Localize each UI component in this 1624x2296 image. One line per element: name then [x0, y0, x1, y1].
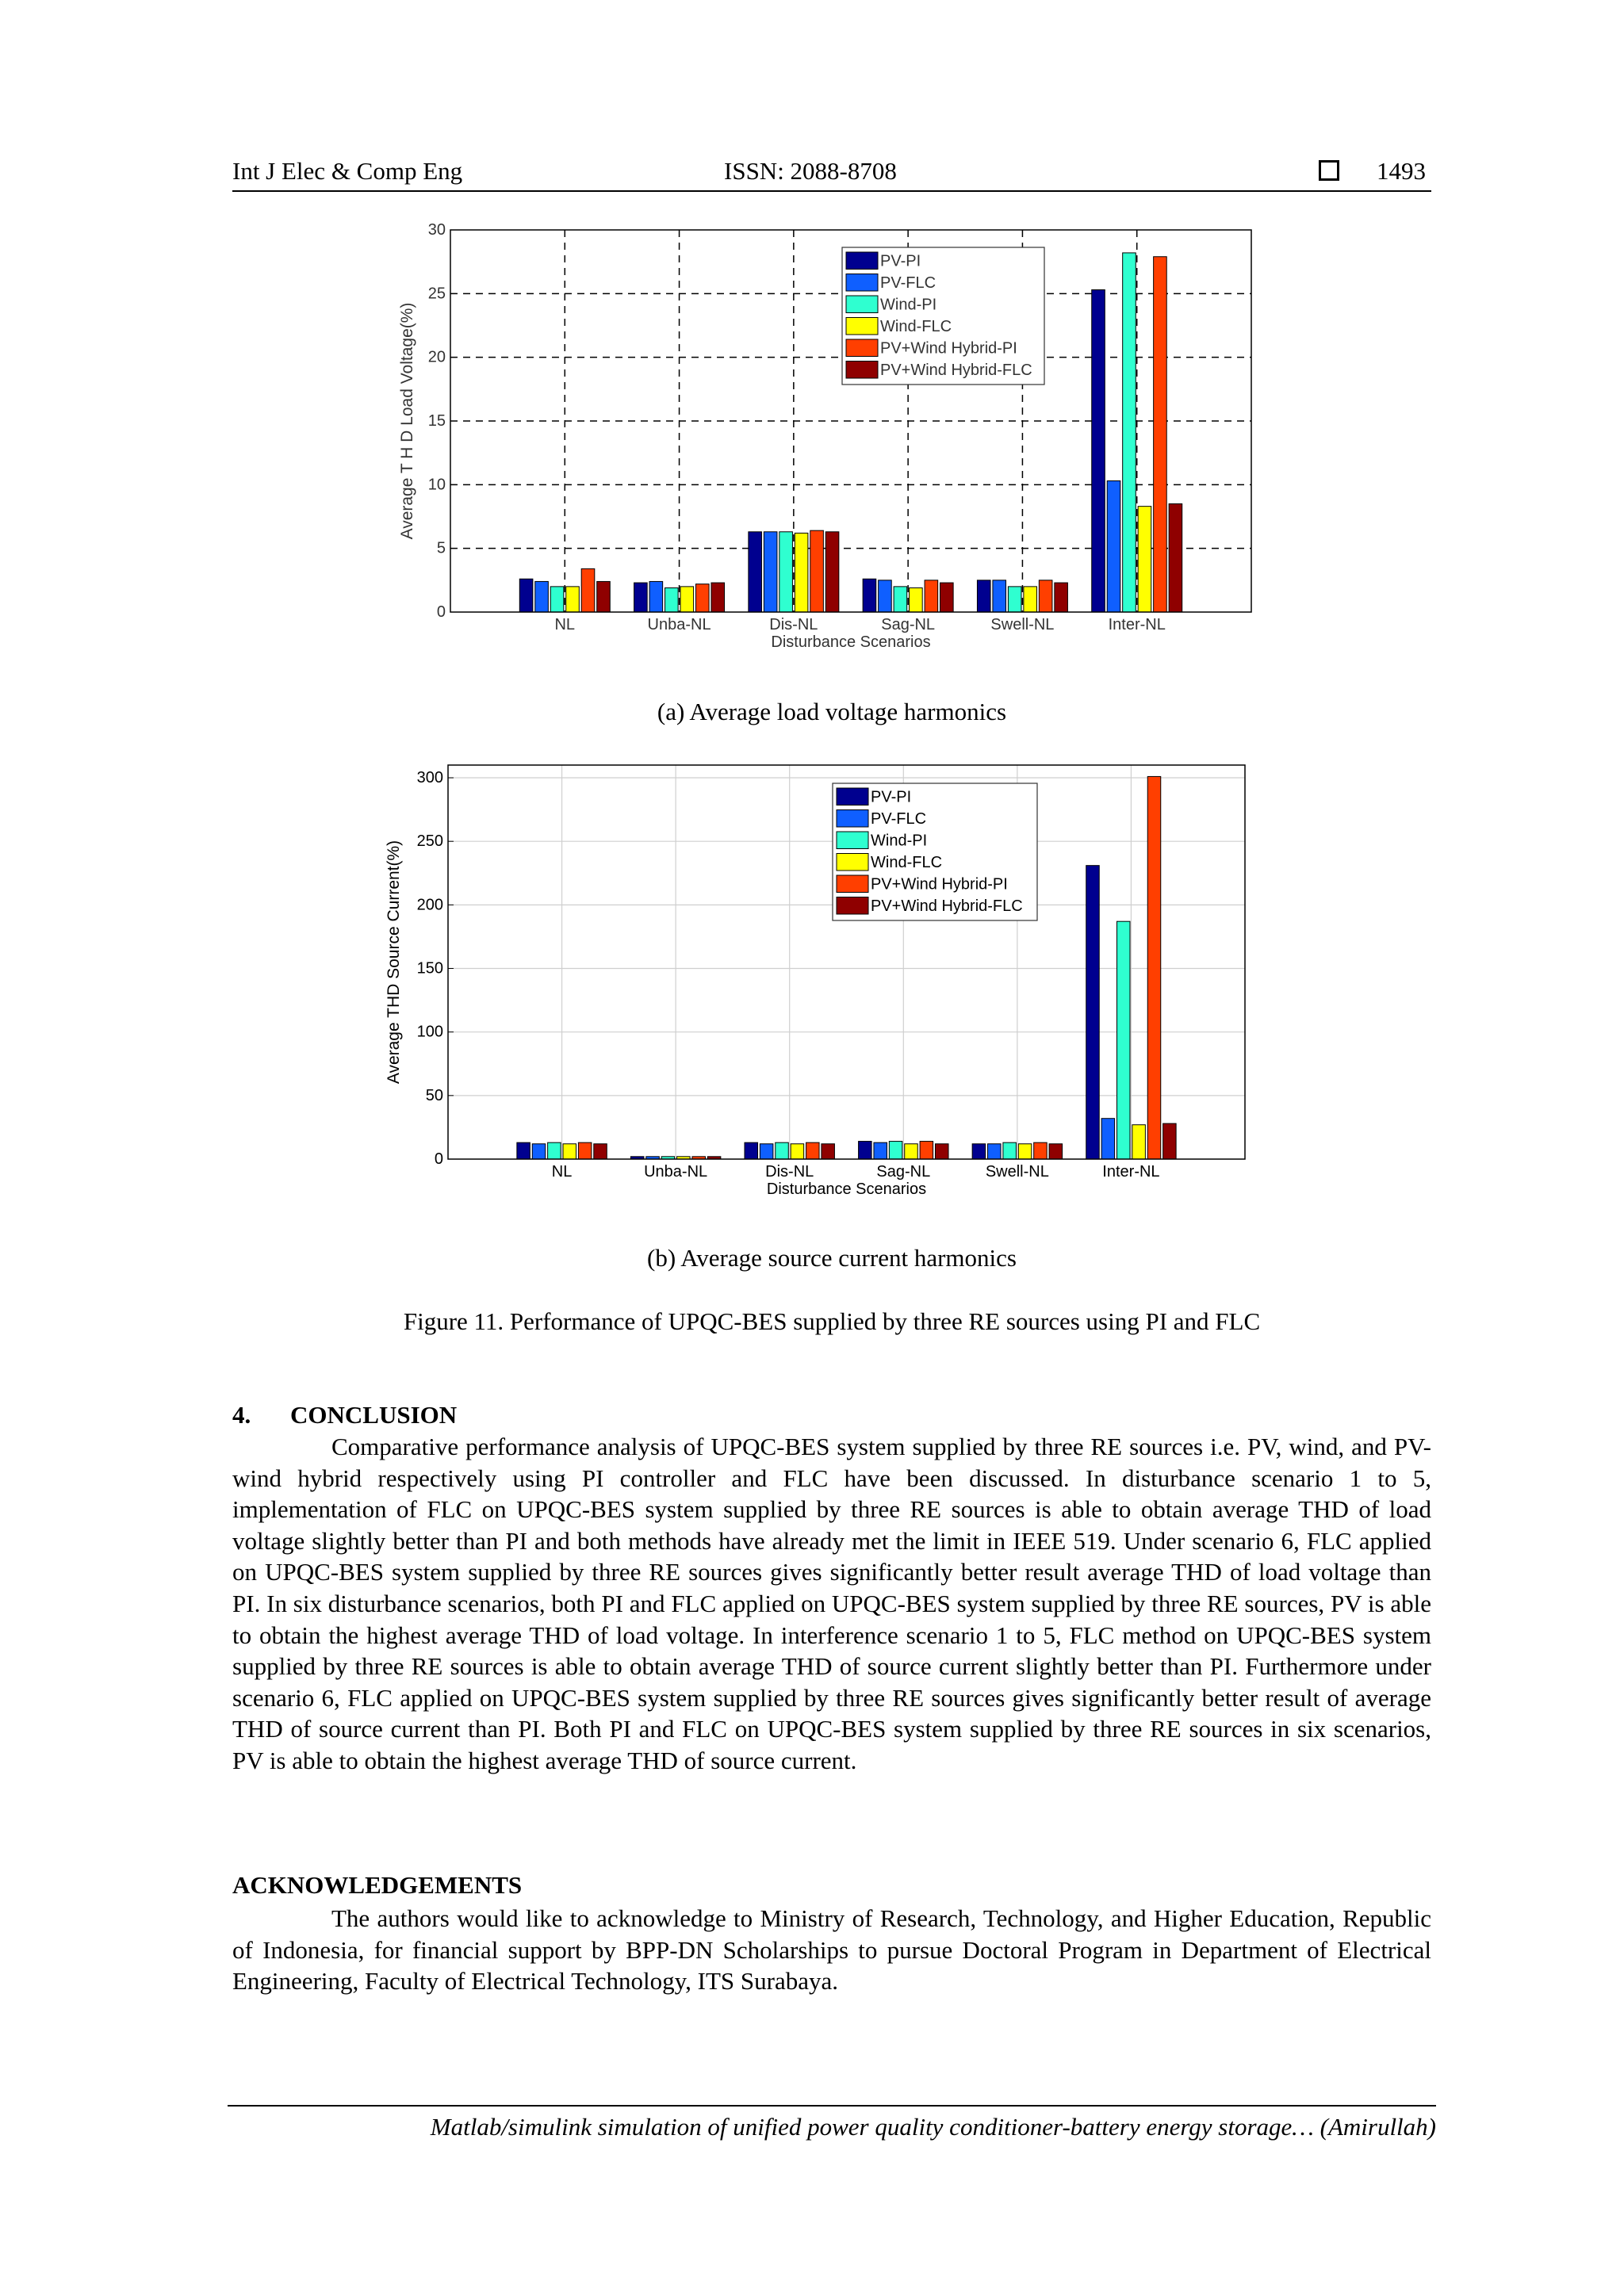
y-tick-label: 25 — [427, 285, 446, 303]
legend-label: PV+Wind Hybrid-FLC — [871, 897, 1023, 915]
bar — [764, 532, 777, 612]
bar — [550, 587, 564, 612]
legend-label: Wind-PI — [880, 296, 937, 314]
bar — [1147, 776, 1161, 1159]
chart-source-current-thd — [385, 753, 1261, 1205]
bar — [1116, 921, 1130, 1159]
bar — [1169, 503, 1182, 612]
legend-label: PV-FLC — [871, 810, 927, 828]
bar — [910, 587, 923, 612]
legend-label: Wind-PI — [871, 832, 928, 850]
bar — [680, 587, 694, 612]
bar — [1154, 257, 1167, 612]
y-tick-label: 10 — [427, 476, 446, 494]
bar — [581, 568, 595, 612]
bar — [760, 1144, 773, 1159]
legend-swatch — [837, 854, 868, 871]
y-axis-label: Average THD Source Current(%) — [385, 840, 403, 1085]
bar — [776, 1142, 789, 1159]
bar — [825, 532, 839, 612]
y-tick-label: 5 — [436, 539, 446, 557]
bar — [1138, 507, 1151, 612]
bar — [889, 1142, 902, 1159]
bar — [1024, 587, 1037, 612]
legend-swatch — [846, 339, 878, 357]
legend-label: Wind-FLC — [880, 318, 952, 335]
figure-caption: Figure 11. Performance of UPQC-BES supplied by three RE sources using PI and FLC — [403, 1307, 1261, 1335]
x-tick-label: NL — [554, 616, 576, 633]
x-axis-label: Disturbance Scenarios — [771, 633, 931, 651]
y-tick-label: 15 — [427, 412, 446, 430]
bar — [566, 587, 580, 612]
bar — [1092, 290, 1105, 612]
x-tick-label: Unba-NL — [647, 616, 711, 633]
x-tick-label: Sag-NL — [881, 616, 936, 633]
section-number: 4. — [232, 1401, 251, 1429]
bar — [1055, 583, 1068, 612]
bar — [1039, 580, 1052, 612]
conclusion-heading — [232, 1401, 457, 1429]
bar — [563, 1144, 576, 1159]
bar — [695, 584, 709, 612]
x-tick-label: NL — [551, 1163, 573, 1181]
bar — [1003, 1142, 1017, 1159]
legend-label: PV+Wind Hybrid-FLC — [880, 362, 1032, 379]
y-tick-label: 300 — [416, 769, 443, 787]
y-tick-label: 50 — [425, 1086, 443, 1104]
x-tick-label: Inter-NL — [1108, 616, 1166, 633]
x-tick-label: Swell-NL — [985, 1163, 1049, 1181]
acknowledgements-paragraph: The authors would like to acknowledge to Ministry of Research, Technology, and Higher Education, Republic of Indonesia, for financial support by BPP-DN Scholarships to pursue Doctoral Program in Department of Electrical Engineering, Faculty of Electrical Technology, ITS Surabaya. — [232, 1904, 1431, 1996]
bar — [940, 583, 954, 612]
y-tick-label: 20 — [427, 348, 446, 366]
bar — [745, 1142, 758, 1159]
bar — [894, 587, 907, 612]
y-axis-label: Average T H D Load Voltage(%) — [398, 302, 416, 540]
bar — [1018, 1144, 1032, 1159]
caption-b: (b) Average source current harmonics — [647, 1244, 1017, 1272]
issn: ISSN: 2088-8708 — [724, 157, 897, 185]
bar — [1101, 1119, 1115, 1159]
bar — [920, 1142, 933, 1159]
bar — [548, 1142, 561, 1159]
x-tick-label: Swell-NL — [990, 616, 1055, 633]
y-tick-label: 100 — [416, 1023, 443, 1041]
section-title: CONCLUSION — [290, 1401, 458, 1429]
legend-swatch — [837, 897, 868, 915]
legend-swatch — [837, 810, 868, 828]
legend-label: Wind-FLC — [871, 854, 943, 871]
legend-label: PV-PI — [871, 788, 912, 806]
journal-name: Int J Elec & Comp Eng — [232, 157, 463, 185]
bar — [665, 587, 679, 612]
bar — [649, 581, 663, 612]
bar — [634, 583, 648, 612]
y-tick-label: 0 — [434, 1150, 443, 1168]
bar — [1123, 253, 1136, 612]
y-tick-label: 0 — [436, 603, 446, 621]
bar — [1049, 1144, 1063, 1159]
legend-swatch — [837, 832, 868, 849]
x-tick-label: Dis-NL — [769, 616, 818, 633]
y-tick-label: 30 — [427, 221, 446, 239]
running-footer: Matlab/simulink simulation of unified power quality conditioner-battery energy storage… (Amirullah) — [228, 2105, 1436, 2141]
y-tick-label: 150 — [416, 959, 443, 978]
bar — [905, 1144, 918, 1159]
bar — [535, 581, 549, 612]
bar — [597, 581, 611, 612]
bar — [532, 1144, 546, 1159]
legend-swatch — [846, 318, 878, 335]
conclusion-paragraph: Comparative performance analysis of UPQC-BES system supplied by three RE sources i.e. PV, wind, and PV-wind hybrid respectively using PI controller and FLC have been discussed. In disturbance scenario 1 to 5, implementation of FLC on UPQC-BES system supplied by three RE sources is able to obtain average THD of load voltage slightly better than PI and both methods have already met the limit in IEEE 519. Under scenario 6, FLC applied on UPQC-BES system supplied by three RE sources gives significantly better result average THD of load voltage than PI. In six disturbance scenarios, both PI and FLC applied on UPQC-BES system supplied by three RE sources, PV is able to obtain the highest average THD of load voltage. In interference scenario 1 to 5, FLC method on UPQC-BES system supplied by three RE sources is able to obtain average THD of source current slightly better than PI. Furthermore under scenario 6, FLC applied on UPQC-BES system supplied by three RE sources gives significantly better result of average THD of source current than PI. Both PI and FLC on UPQC-BES system supplied by three RE sources in six scenarios, PV is able to obtain the highest average THD of source current. — [232, 1433, 1431, 1774]
legend-swatch — [846, 296, 878, 313]
x-axis-label: Disturbance Scenarios — [766, 1181, 927, 1198]
bar — [988, 1144, 1002, 1159]
acknowledgements-heading: ACKNOWLEDGEMENTS — [232, 1871, 523, 1899]
bar — [517, 1142, 530, 1159]
bar — [578, 1142, 592, 1159]
y-tick-label: 250 — [416, 832, 443, 851]
caption-a: (a) Average load voltage harmonics — [657, 698, 1007, 725]
bar — [1107, 481, 1120, 612]
y-tick-label: 200 — [416, 896, 443, 914]
bar — [519, 579, 533, 612]
bar — [993, 580, 1006, 612]
bar — [1132, 1125, 1146, 1159]
bar — [795, 533, 808, 612]
x-tick-label: Inter-NL — [1102, 1163, 1160, 1181]
bar — [863, 579, 876, 612]
chart-load-voltage-thd — [396, 214, 1269, 666]
legend-swatch — [837, 875, 868, 893]
bar — [810, 530, 824, 612]
bar — [791, 1144, 804, 1159]
legend-swatch — [846, 252, 878, 270]
bar — [711, 583, 725, 612]
legend-label: PV-PI — [880, 252, 921, 270]
bar — [859, 1142, 872, 1159]
legend-swatch — [846, 362, 878, 379]
bar — [749, 532, 762, 612]
bar — [977, 580, 990, 612]
bar — [1008, 587, 1021, 612]
bar — [972, 1144, 986, 1159]
bar — [779, 532, 793, 612]
legend-label: PV+Wind Hybrid-PI — [880, 339, 1017, 358]
x-tick-label: Dis-NL — [765, 1163, 814, 1181]
square-icon — [1319, 160, 1339, 181]
page-number: 1493 — [1377, 157, 1426, 185]
bar — [1163, 1123, 1177, 1159]
bar — [594, 1144, 607, 1159]
x-tick-label: Sag-NL — [876, 1163, 931, 1181]
legend-label: PV-FLC — [880, 274, 936, 292]
bar — [925, 580, 938, 612]
bar — [822, 1144, 835, 1159]
bar — [1034, 1142, 1048, 1159]
bar — [806, 1142, 820, 1159]
bar — [935, 1144, 948, 1159]
legend-label: PV+Wind Hybrid-PI — [871, 875, 1008, 894]
x-tick-label: Unba-NL — [644, 1163, 708, 1181]
legend-swatch — [837, 788, 868, 806]
legend-swatch — [846, 274, 878, 292]
bar — [879, 580, 892, 612]
bar — [1086, 866, 1100, 1159]
bar — [874, 1142, 887, 1159]
running-header — [232, 155, 1431, 192]
